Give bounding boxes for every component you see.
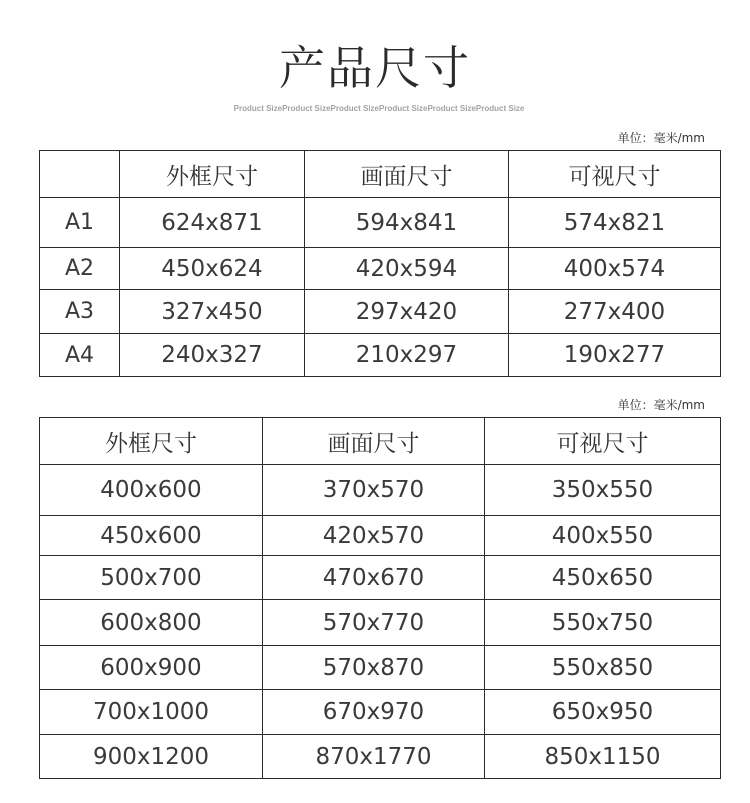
table-cell: 574x821 bbox=[509, 198, 721, 248]
table-cell: 594x841 bbox=[305, 198, 509, 248]
table-cell: 900x1200 bbox=[40, 735, 263, 779]
page-title: 产品尺寸 bbox=[279, 41, 471, 95]
table-cell: 400x574 bbox=[509, 248, 721, 290]
page-subtitle: Product SizeProduct SizeProduct SizeProduct SizeProduct SizeProduct Size bbox=[233, 104, 525, 113]
table-row bbox=[40, 290, 721, 334]
table-cell: 277x400 bbox=[509, 290, 721, 334]
table-cell: 420x570 bbox=[263, 516, 485, 556]
table-cell: 650x950 bbox=[485, 690, 721, 735]
size-table-standard bbox=[39, 417, 721, 779]
table-cell: 600x800 bbox=[40, 600, 263, 646]
table-cell: 450x600 bbox=[40, 516, 263, 556]
table-row bbox=[40, 334, 721, 377]
table-row bbox=[40, 516, 721, 556]
table-row bbox=[40, 556, 721, 600]
unit-label-table2: 单位：毫米/mm bbox=[617, 398, 705, 412]
row-label: A2 bbox=[40, 248, 120, 290]
table-cell: 600x900 bbox=[40, 646, 263, 690]
header-cell-visible-size: 可视尺寸 bbox=[509, 151, 721, 198]
table-cell: 450x624 bbox=[120, 248, 305, 290]
row-label: A1 bbox=[40, 198, 120, 248]
header-cell-picture-size: 画面尺寸 bbox=[263, 418, 485, 465]
header-cell-picture-size: 画面尺寸 bbox=[305, 151, 509, 198]
table-cell: 450x650 bbox=[485, 556, 721, 600]
table-cell: 870x1770 bbox=[263, 735, 485, 779]
table-cell: 570x770 bbox=[263, 600, 485, 646]
unit-label-table1: 单位：毫米/mm bbox=[617, 131, 705, 145]
table-cell: 240x327 bbox=[120, 334, 305, 377]
header-cell-outer-size: 外框尺寸 bbox=[120, 151, 305, 198]
table-cell: 700x1000 bbox=[40, 690, 263, 735]
table-row bbox=[40, 600, 721, 646]
table-cell: 400x550 bbox=[485, 516, 721, 556]
table-cell: 470x670 bbox=[263, 556, 485, 600]
table-row bbox=[40, 465, 721, 516]
table-cell: 500x700 bbox=[40, 556, 263, 600]
table-row bbox=[40, 646, 721, 690]
table-cell: 400x600 bbox=[40, 465, 263, 516]
table-cell: 670x970 bbox=[263, 690, 485, 735]
row-label: A3 bbox=[40, 290, 120, 334]
table-cell: 420x594 bbox=[305, 248, 509, 290]
table-cell: 327x450 bbox=[120, 290, 305, 334]
table-cell: 370x570 bbox=[263, 465, 485, 516]
header-cell-visible-size: 可视尺寸 bbox=[485, 418, 721, 465]
table-cell: 350x550 bbox=[485, 465, 721, 516]
table-header-row bbox=[40, 418, 721, 465]
table-cell: 297x420 bbox=[305, 290, 509, 334]
header-cell-blank bbox=[40, 151, 120, 198]
table-cell: 624x871 bbox=[120, 198, 305, 248]
table-cell: 210x297 bbox=[305, 334, 509, 377]
size-table-a-series bbox=[39, 150, 721, 377]
table-cell: 570x870 bbox=[263, 646, 485, 690]
table-cell: 190x277 bbox=[509, 334, 721, 377]
table-cell: 550x750 bbox=[485, 600, 721, 646]
row-label: A4 bbox=[40, 334, 120, 377]
table-row bbox=[40, 248, 721, 290]
table-cell: 550x850 bbox=[485, 646, 721, 690]
header-cell-outer-size: 外框尺寸 bbox=[40, 418, 263, 465]
table-header-row bbox=[40, 151, 721, 198]
table-row bbox=[40, 735, 721, 779]
table-cell: 850x1150 bbox=[485, 735, 721, 779]
table-row bbox=[40, 690, 721, 735]
table-row bbox=[40, 198, 721, 248]
